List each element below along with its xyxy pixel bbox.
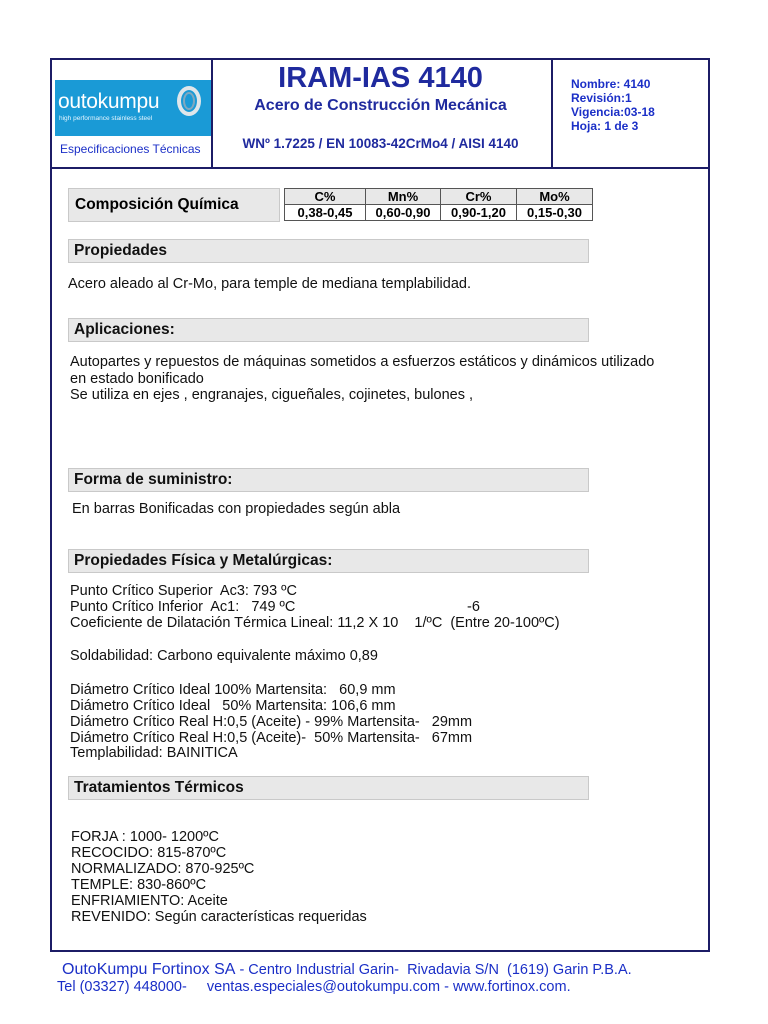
fisicas-line-11: Templabilidad: BAINITICA: [70, 745, 238, 761]
footer-address: - Centro Industrial Garin- Rivadavia S/N (1619) Garin P.B.A.: [235, 962, 632, 978]
tratamientos-line-5: ENFRIAMIENTO: Aceite: [71, 893, 228, 909]
tratamientos-line-2: RECOCIDO: 815-870ºC: [71, 845, 227, 861]
comp-header-mn: Mn%: [366, 189, 441, 205]
section-propiedades: Propiedades: [68, 239, 589, 263]
fisicas-line-10: Diámetro Crítico Real H:0,5 (Aceite)- 50% Martensita- 67mm: [70, 730, 473, 746]
meta-revision: Revisión:1: [571, 91, 632, 105]
logo-ring-inner-icon: [183, 92, 195, 110]
section-suministro: Forma de suministro:: [68, 468, 589, 492]
composicion-value-row: [285, 205, 593, 221]
fisicas-line-9: Diámetro Crítico Real H:0,5 (Aceite) - 99% Martensita- 29mm: [70, 714, 473, 730]
fisicas-line-8: Diámetro Crítico Ideal 50% Martensita: 106,6 mm: [70, 698, 396, 714]
tratamientos-line-6: REVENIDO: Según características requeridas: [71, 909, 367, 925]
meta-hoja: Hoja: 1 de 3: [571, 119, 639, 133]
composicion-table: [284, 188, 593, 221]
fisicas-line-5: Soldabilidad: Carbono equivalente máximo 0,89: [70, 648, 378, 664]
comp-header-mo: Mo%: [517, 189, 593, 205]
fisicas-line-1: Punto Crítico Superior Ac3: 793 ºC: [70, 583, 297, 599]
comp-header-c: C%: [285, 189, 366, 205]
tratamientos-line-3: NORMALIZADO: 870-925ºC: [71, 861, 255, 877]
header-divider-right: [551, 58, 553, 169]
fisicas-exponent: -6: [467, 599, 480, 615]
fisicas-line-3: Coeficiente de Dilatación Térmica Lineal: 11,2 X 10 1/ºC (Entre 20-100ºC): [70, 615, 560, 631]
footer-contact: Tel (03327) 448000- ventas.especiales@outokumpu.com - www.fortinox.com.: [57, 979, 571, 995]
footer-company-line: [62, 961, 632, 979]
comp-value-c: 0,38-0,45: [285, 205, 366, 221]
meta-vigencia: Vigencia:03-18: [571, 105, 655, 119]
comp-value-cr: 0,90-1,20: [441, 205, 517, 221]
composicion-header-row: [285, 189, 593, 205]
logo-tagline: high performance stainless steel: [59, 115, 153, 122]
footer-company: OutoKumpu Fortinox SA: [62, 961, 236, 978]
spec-label: Especificaciones Técnicas: [60, 142, 201, 156]
propiedades-text: Acero aleado al Cr-Mo, para temple de mediana templabilidad.: [68, 276, 471, 292]
fisicas-line-2: Punto Crítico Inferior Ac1: 749 ºC: [70, 599, 296, 615]
page-subtitle: Acero de Construcción Mecánica: [254, 97, 507, 114]
comp-value-mn: 0,60-0,90: [366, 205, 441, 221]
comp-header-cr: Cr%: [441, 189, 517, 205]
logo-word: outokumpu: [58, 90, 160, 113]
equivalences: WNº 1.7225 / EN 10083-42CrMo4 / AISI 4140: [242, 136, 519, 151]
section-tratamientos: Tratamientos Térmicos: [68, 776, 589, 800]
aplicaciones-line-2: en estado bonificado: [70, 371, 204, 387]
page-title: IRAM-IAS 4140: [278, 62, 483, 94]
aplicaciones-line-1: Autopartes y repuestos de máquinas sometidos a esfuerzos estáticos y dinámicos utilizado: [70, 354, 655, 370]
tratamientos-line-1: FORJA : 1000- 1200ºC: [71, 829, 219, 845]
aplicaciones-line-3: Se utiliza en ejes , engranajes, cigueñales, cojinetes, bulones ,: [70, 387, 474, 403]
section-fisicas: Propiedades Física y Metalúrgicas:: [68, 549, 589, 573]
outokumpu-logo: [55, 80, 211, 136]
composicion-label: Composición Química: [68, 188, 280, 222]
tratamientos-line-4: TEMPLE: 830-860ºC: [71, 877, 207, 893]
meta-nombre: Nombre: 4140: [571, 77, 651, 91]
fisicas-line-7: Diámetro Crítico Ideal 100% Martensita: 60,9 mm: [70, 682, 396, 698]
suministro-text: En barras Bonificadas con propiedades según abla: [72, 501, 401, 517]
comp-value-mo: 0,15-0,30: [517, 205, 593, 221]
section-aplicaciones: Aplicaciones:: [68, 318, 589, 342]
